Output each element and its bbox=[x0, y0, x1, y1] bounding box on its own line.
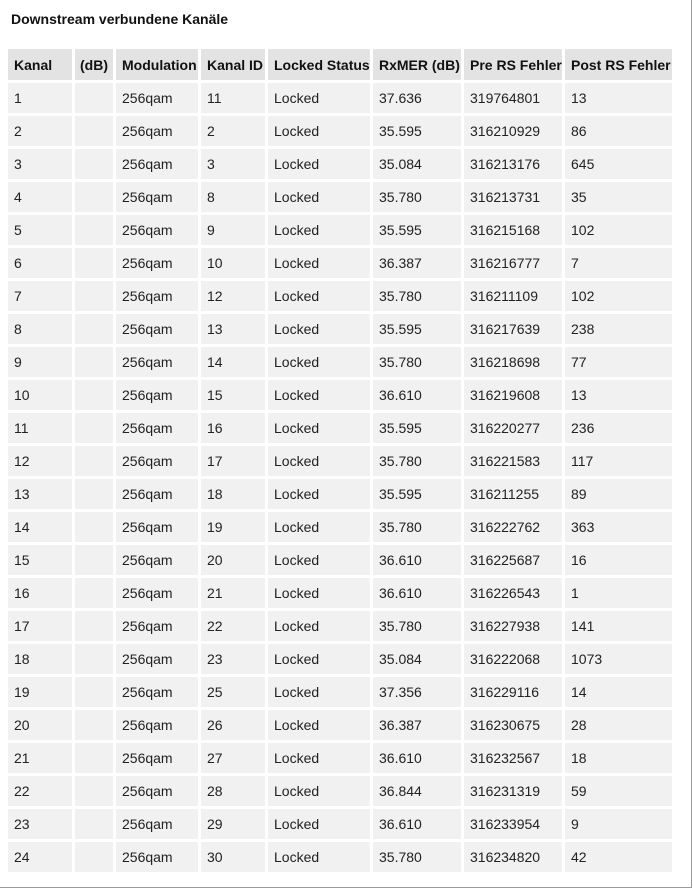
cell-modulation: 256qam bbox=[116, 413, 201, 446]
table-row bbox=[8, 83, 672, 116]
cell-locked-status: Locked bbox=[268, 281, 373, 314]
cell-modulation: 256qam bbox=[116, 479, 201, 512]
cell-kanal-id: 22 bbox=[201, 611, 268, 644]
cell-post-rs-fehler: 9 bbox=[565, 809, 672, 842]
cell-rxmer: 35.595 bbox=[373, 116, 464, 149]
cell-power bbox=[75, 83, 116, 116]
cell-pre-rs-fehler: 316233954 bbox=[464, 809, 565, 842]
cell-post-rs-fehler: 18 bbox=[565, 743, 672, 776]
cell-kanal: 11 bbox=[8, 413, 75, 446]
cell-kanal-id: 17 bbox=[201, 446, 268, 479]
cell-kanal: 19 bbox=[8, 677, 75, 710]
cell-post-rs-fehler: 1 bbox=[565, 578, 672, 611]
cell-rxmer: 35.084 bbox=[373, 149, 464, 182]
cell-power bbox=[75, 446, 116, 479]
cell-pre-rs-fehler: 316213176 bbox=[464, 149, 565, 182]
table-header-row bbox=[8, 49, 672, 83]
cell-power bbox=[75, 578, 116, 611]
table-row bbox=[8, 776, 672, 809]
cell-modulation: 256qam bbox=[116, 644, 201, 677]
cell-pre-rs-fehler: 316219608 bbox=[464, 380, 565, 413]
cell-pre-rs-fehler: 316216777 bbox=[464, 248, 565, 281]
cell-post-rs-fehler: 102 bbox=[565, 281, 672, 314]
cell-kanal-id: 21 bbox=[201, 578, 268, 611]
cell-locked-status: Locked bbox=[268, 248, 373, 281]
cell-kanal-id: 10 bbox=[201, 248, 268, 281]
cell-kanal: 14 bbox=[8, 512, 75, 545]
cell-modulation: 256qam bbox=[116, 809, 201, 842]
cell-locked-status: Locked bbox=[268, 479, 373, 512]
cell-kanal: 5 bbox=[8, 215, 75, 248]
table-row bbox=[8, 578, 672, 611]
cell-kanal: 22 bbox=[8, 776, 75, 809]
column-header-modulation: Modulation bbox=[116, 49, 201, 83]
cell-rxmer: 35.780 bbox=[373, 281, 464, 314]
table-row bbox=[8, 512, 672, 545]
cell-rxmer: 35.780 bbox=[373, 446, 464, 479]
cell-power bbox=[75, 215, 116, 248]
cell-pre-rs-fehler: 316225687 bbox=[464, 545, 565, 578]
cell-kanal: 1 bbox=[8, 83, 75, 116]
cell-modulation: 256qam bbox=[116, 512, 201, 545]
cell-post-rs-fehler: 363 bbox=[565, 512, 672, 545]
cell-rxmer: 35.780 bbox=[373, 611, 464, 644]
table-row bbox=[8, 710, 672, 743]
table-row bbox=[8, 248, 672, 281]
cell-kanal-id: 14 bbox=[201, 347, 268, 380]
cell-kanal: 15 bbox=[8, 545, 75, 578]
cell-kanal-id: 23 bbox=[201, 644, 268, 677]
cell-kanal: 9 bbox=[8, 347, 75, 380]
cell-locked-status: Locked bbox=[268, 116, 373, 149]
cell-modulation: 256qam bbox=[116, 743, 201, 776]
cell-kanal: 13 bbox=[8, 479, 75, 512]
cell-pre-rs-fehler: 316215168 bbox=[464, 215, 565, 248]
cell-post-rs-fehler: 42 bbox=[565, 842, 672, 875]
cell-power bbox=[75, 380, 116, 413]
cell-modulation: 256qam bbox=[116, 545, 201, 578]
cell-locked-status: Locked bbox=[268, 215, 373, 248]
cell-power bbox=[75, 842, 116, 875]
column-header-post-rs-fehler: Post RS Fehler bbox=[565, 49, 672, 83]
cell-kanal: 8 bbox=[8, 314, 75, 347]
cell-post-rs-fehler: 13 bbox=[565, 83, 672, 116]
cell-post-rs-fehler: 102 bbox=[565, 215, 672, 248]
column-header-pre-rs-fehler: Pre RS Fehler bbox=[464, 49, 565, 83]
cell-pre-rs-fehler: 316229116 bbox=[464, 677, 565, 710]
cell-power bbox=[75, 710, 116, 743]
table-row bbox=[8, 149, 672, 182]
cell-pre-rs-fehler: 316218698 bbox=[464, 347, 565, 380]
table-row bbox=[8, 281, 672, 314]
cell-locked-status: Locked bbox=[268, 545, 373, 578]
cell-locked-status: Locked bbox=[268, 578, 373, 611]
cell-rxmer: 36.387 bbox=[373, 248, 464, 281]
cell-modulation: 256qam bbox=[116, 149, 201, 182]
page-title: Downstream verbundene Kanäle bbox=[11, 11, 229, 27]
cell-pre-rs-fehler: 316220277 bbox=[464, 413, 565, 446]
column-header-locked-status: Locked Status bbox=[268, 49, 373, 83]
cell-kanal: 16 bbox=[8, 578, 75, 611]
column-header-power-label: (dB) bbox=[80, 56, 108, 73]
cell-modulation: 256qam bbox=[116, 776, 201, 809]
cell-locked-status: Locked bbox=[268, 743, 373, 776]
cell-power bbox=[75, 314, 116, 347]
table-row bbox=[8, 413, 672, 446]
cell-locked-status: Locked bbox=[268, 842, 373, 875]
cell-kanal-id: 13 bbox=[201, 314, 268, 347]
cell-rxmer: 35.780 bbox=[373, 512, 464, 545]
cell-kanal: 12 bbox=[8, 446, 75, 479]
cell-locked-status: Locked bbox=[268, 83, 373, 116]
table-row bbox=[8, 446, 672, 479]
cell-power bbox=[75, 644, 116, 677]
cell-modulation: 256qam bbox=[116, 446, 201, 479]
cell-kanal-id: 25 bbox=[201, 677, 268, 710]
cell-post-rs-fehler: 7 bbox=[565, 248, 672, 281]
cell-kanal-id: 28 bbox=[201, 776, 268, 809]
cell-power bbox=[75, 347, 116, 380]
cell-post-rs-fehler: 16 bbox=[565, 545, 672, 578]
cell-power bbox=[75, 611, 116, 644]
cell-post-rs-fehler: 236 bbox=[565, 413, 672, 446]
cell-pre-rs-fehler: 316211255 bbox=[464, 479, 565, 512]
table-row bbox=[8, 677, 672, 710]
cell-pre-rs-fehler: 316222762 bbox=[464, 512, 565, 545]
cell-kanal-id: 26 bbox=[201, 710, 268, 743]
cell-rxmer: 35.595 bbox=[373, 215, 464, 248]
table-row bbox=[8, 347, 672, 380]
cell-modulation: 256qam bbox=[116, 611, 201, 644]
cell-modulation: 256qam bbox=[116, 314, 201, 347]
cell-rxmer: 35.780 bbox=[373, 347, 464, 380]
cell-post-rs-fehler: 35 bbox=[565, 182, 672, 215]
cell-locked-status: Locked bbox=[268, 380, 373, 413]
table-row bbox=[8, 545, 672, 578]
cell-pre-rs-fehler: 316230675 bbox=[464, 710, 565, 743]
table-row bbox=[8, 611, 672, 644]
cell-locked-status: Locked bbox=[268, 314, 373, 347]
cell-power bbox=[75, 116, 116, 149]
cell-power bbox=[75, 281, 116, 314]
cell-kanal: 3 bbox=[8, 149, 75, 182]
cell-pre-rs-fehler: 316226543 bbox=[464, 578, 565, 611]
cell-rxmer: 36.610 bbox=[373, 809, 464, 842]
table-body bbox=[8, 83, 672, 875]
cell-locked-status: Locked bbox=[268, 776, 373, 809]
cell-post-rs-fehler: 77 bbox=[565, 347, 672, 380]
cell-pre-rs-fehler: 316231319 bbox=[464, 776, 565, 809]
table-row bbox=[8, 842, 672, 875]
cell-locked-status: Locked bbox=[268, 611, 373, 644]
cell-post-rs-fehler: 141 bbox=[565, 611, 672, 644]
cell-kanal: 7 bbox=[8, 281, 75, 314]
cell-post-rs-fehler: 59 bbox=[565, 776, 672, 809]
cell-kanal: 24 bbox=[8, 842, 75, 875]
cell-kanal: 20 bbox=[8, 710, 75, 743]
column-header-power bbox=[75, 49, 116, 83]
table-row bbox=[8, 116, 672, 149]
table-row bbox=[8, 380, 672, 413]
cell-kanal-id: 20 bbox=[201, 545, 268, 578]
cell-modulation: 256qam bbox=[116, 83, 201, 116]
cell-rxmer: 35.595 bbox=[373, 314, 464, 347]
cell-modulation: 256qam bbox=[116, 347, 201, 380]
cell-rxmer: 36.610 bbox=[373, 578, 464, 611]
cell-power bbox=[75, 677, 116, 710]
cell-post-rs-fehler: 117 bbox=[565, 446, 672, 479]
cell-kanal-id: 8 bbox=[201, 182, 268, 215]
cell-kanal-id: 19 bbox=[201, 512, 268, 545]
cell-post-rs-fehler: 89 bbox=[565, 479, 672, 512]
table-row bbox=[8, 743, 672, 776]
cell-kanal: 23 bbox=[8, 809, 75, 842]
cell-rxmer: 36.610 bbox=[373, 743, 464, 776]
cell-pre-rs-fehler: 319764801 bbox=[464, 83, 565, 116]
cell-rxmer: 35.084 bbox=[373, 644, 464, 677]
cell-kanal-id: 16 bbox=[201, 413, 268, 446]
column-header-kanal: Kanal bbox=[8, 49, 75, 83]
column-header-rxmer: RxMER (dB) bbox=[373, 49, 464, 83]
cell-kanal-id: 18 bbox=[201, 479, 268, 512]
cell-modulation: 256qam bbox=[116, 677, 201, 710]
cell-modulation: 256qam bbox=[116, 578, 201, 611]
column-header-kanal-id: Kanal ID bbox=[201, 49, 268, 83]
cell-pre-rs-fehler: 316210929 bbox=[464, 116, 565, 149]
cell-pre-rs-fehler: 316227938 bbox=[464, 611, 565, 644]
cell-kanal-id: 9 bbox=[201, 215, 268, 248]
cell-pre-rs-fehler: 316234820 bbox=[464, 842, 565, 875]
table-row bbox=[8, 644, 672, 677]
cell-kanal-id: 29 bbox=[201, 809, 268, 842]
cell-post-rs-fehler: 238 bbox=[565, 314, 672, 347]
cell-modulation: 256qam bbox=[116, 215, 201, 248]
cell-kanal-id: 11 bbox=[201, 83, 268, 116]
cell-kanal-id: 3 bbox=[201, 149, 268, 182]
cell-rxmer: 36.387 bbox=[373, 710, 464, 743]
cell-rxmer: 35.780 bbox=[373, 182, 464, 215]
cell-power bbox=[75, 809, 116, 842]
cell-post-rs-fehler: 645 bbox=[565, 149, 672, 182]
cell-locked-status: Locked bbox=[268, 677, 373, 710]
cell-modulation: 256qam bbox=[116, 842, 201, 875]
cell-kanal-id: 27 bbox=[201, 743, 268, 776]
cell-post-rs-fehler: 14 bbox=[565, 677, 672, 710]
cell-post-rs-fehler: 86 bbox=[565, 116, 672, 149]
cell-rxmer: 35.595 bbox=[373, 413, 464, 446]
cell-pre-rs-fehler: 316211109 bbox=[464, 281, 565, 314]
cell-kanal: 6 bbox=[8, 248, 75, 281]
cell-rxmer: 36.610 bbox=[373, 380, 464, 413]
cell-modulation: 256qam bbox=[116, 182, 201, 215]
cell-power bbox=[75, 413, 116, 446]
cell-modulation: 256qam bbox=[116, 281, 201, 314]
cell-locked-status: Locked bbox=[268, 644, 373, 677]
cell-post-rs-fehler: 13 bbox=[565, 380, 672, 413]
cell-kanal-id: 15 bbox=[201, 380, 268, 413]
cell-pre-rs-fehler: 316213731 bbox=[464, 182, 565, 215]
cell-pre-rs-fehler: 316217639 bbox=[464, 314, 565, 347]
cell-modulation: 256qam bbox=[116, 710, 201, 743]
cell-pre-rs-fehler: 316232567 bbox=[464, 743, 565, 776]
table-row bbox=[8, 182, 672, 215]
cell-rxmer: 37.356 bbox=[373, 677, 464, 710]
cell-power bbox=[75, 479, 116, 512]
table-row bbox=[8, 215, 672, 248]
cell-power bbox=[75, 776, 116, 809]
cell-rxmer: 35.780 bbox=[373, 842, 464, 875]
cell-pre-rs-fehler: 316221583 bbox=[464, 446, 565, 479]
cell-kanal: 17 bbox=[8, 611, 75, 644]
table-row bbox=[8, 479, 672, 512]
cell-kanal-id: 30 bbox=[201, 842, 268, 875]
cell-locked-status: Locked bbox=[268, 710, 373, 743]
cell-locked-status: Locked bbox=[268, 512, 373, 545]
cell-kanal-id: 12 bbox=[201, 281, 268, 314]
cell-locked-status: Locked bbox=[268, 149, 373, 182]
cell-rxmer: 36.844 bbox=[373, 776, 464, 809]
cell-locked-status: Locked bbox=[268, 182, 373, 215]
cell-power bbox=[75, 545, 116, 578]
cell-modulation: 256qam bbox=[116, 248, 201, 281]
cell-kanal: 2 bbox=[8, 116, 75, 149]
cell-post-rs-fehler: 1073 bbox=[565, 644, 672, 677]
table-row bbox=[8, 809, 672, 842]
cell-modulation: 256qam bbox=[116, 116, 201, 149]
downstream-channels-table bbox=[8, 49, 672, 875]
cell-power bbox=[75, 182, 116, 215]
cell-rxmer: 36.610 bbox=[373, 545, 464, 578]
cell-locked-status: Locked bbox=[268, 809, 373, 842]
cell-rxmer: 37.636 bbox=[373, 83, 464, 116]
table-row bbox=[8, 314, 672, 347]
cell-locked-status: Locked bbox=[268, 347, 373, 380]
cell-kanal-id: 2 bbox=[201, 116, 268, 149]
cell-kanal: 4 bbox=[8, 182, 75, 215]
cell-power bbox=[75, 743, 116, 776]
cell-kanal: 10 bbox=[8, 380, 75, 413]
cell-power bbox=[75, 512, 116, 545]
cell-post-rs-fehler: 28 bbox=[565, 710, 672, 743]
cell-power bbox=[75, 149, 116, 182]
cell-kanal: 21 bbox=[8, 743, 75, 776]
cell-locked-status: Locked bbox=[268, 413, 373, 446]
cell-kanal: 18 bbox=[8, 644, 75, 677]
cell-modulation: 256qam bbox=[116, 380, 201, 413]
cell-pre-rs-fehler: 316222068 bbox=[464, 644, 565, 677]
cell-power bbox=[75, 248, 116, 281]
cell-rxmer: 35.595 bbox=[373, 479, 464, 512]
cell-locked-status: Locked bbox=[268, 446, 373, 479]
